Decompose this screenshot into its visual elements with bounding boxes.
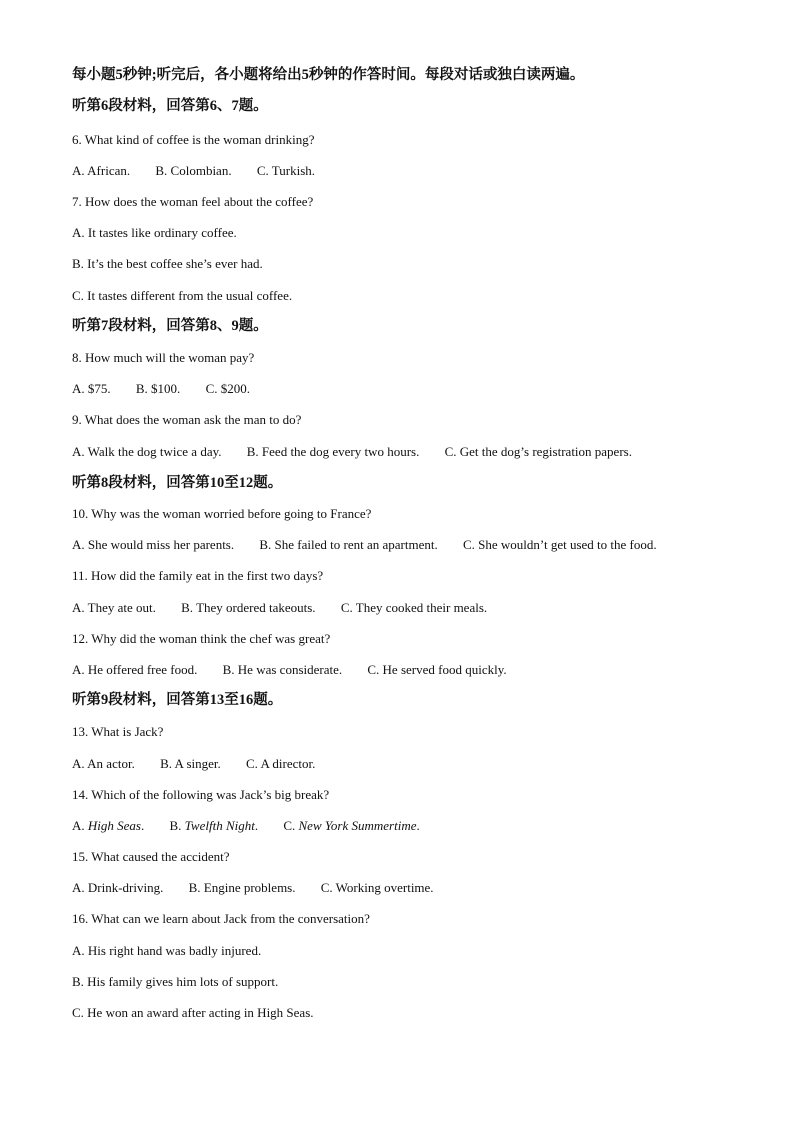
question-16: 16. What can we learn about Jack from the conversation? (72, 911, 370, 926)
section-heading-9: 听第9段材料，回答第13至16题。 (72, 692, 283, 708)
option-14c: C. New York Summertime. (283, 818, 420, 833)
options-13 (72, 756, 315, 772)
option-9b: B. Feed the dog every two hours. (246, 444, 420, 459)
option-16b: B. His family gives him lots of support. (72, 974, 279, 989)
question-9: 9. What does the woman ask the man to do? (72, 412, 302, 427)
option-16a: A. His right hand was badly injured. (72, 943, 262, 958)
option-6c: C. Turkish. (256, 163, 315, 178)
option-13c: C. A director. (246, 756, 316, 771)
options-15 (72, 880, 434, 896)
option-6a: A. African. (72, 163, 131, 178)
options-14 (72, 818, 420, 834)
option-6b: B. Colombian. (155, 163, 232, 178)
option-12b: B. He was considerate. (222, 662, 343, 677)
option-12a: A. He offered free food. (72, 662, 198, 677)
option-7b: B. It’s the best coffee she’s ever had. (72, 256, 263, 271)
option-11c: C. They cooked their meals. (340, 600, 488, 615)
option-7c: C. It tastes different from the usual coffee. (72, 288, 293, 303)
option-16c: C. He won an award after acting in High Seas. (72, 1005, 314, 1020)
option-9c: C. Get the dog’s registration papers. (444, 444, 632, 459)
option-11b: B. They ordered takeouts. (181, 600, 316, 615)
question-7: 7. How does the woman feel about the coffee? (72, 194, 314, 209)
question-8: 8. How much will the woman pay? (72, 350, 255, 365)
option-15a: A. Drink-driving. (72, 880, 164, 895)
section-heading-8: 听第8段材料，回答第10至12题。 (72, 475, 283, 491)
option-9a: A. Walk the dog twice a day. (72, 444, 222, 459)
option-10a: A. She would miss her parents. (72, 537, 235, 552)
question-6: 6. What kind of coffee is the woman drinking? (72, 132, 315, 147)
option-14a: A. High Seas. (72, 818, 145, 833)
options-6 (72, 163, 315, 179)
options-9 (72, 444, 632, 460)
option-8a: A. $75. (72, 381, 111, 396)
options-10 (72, 537, 657, 553)
question-13: 13. What is Jack? (72, 724, 164, 739)
section-heading-6: 听第6段材料，回答第6、7题。 (72, 98, 268, 114)
question-10: 10. Why was the woman worried before going to France? (72, 506, 372, 521)
option-10c: C. She wouldn’t get used to the food. (462, 537, 657, 552)
option-8c: C. $200. (205, 381, 250, 396)
section-heading-7: 听第7段材料，回答第8、9题。 (72, 318, 268, 334)
option-15c: C. Working overtime. (320, 880, 434, 895)
option-15b: B. Engine problems. (188, 880, 296, 895)
option-12c: C. He served food quickly. (367, 662, 507, 677)
option-13b: B. A singer. (160, 756, 221, 771)
option-7a: A. It tastes like ordinary coffee. (72, 225, 237, 240)
options-11 (72, 600, 487, 616)
option-13a: A. An actor. (72, 756, 135, 771)
option-11a: A. They ate out. (72, 600, 156, 615)
question-14: 14. Which of the following was Jack’s big break? (72, 787, 330, 802)
instruction-text: 每小题5秒钟;听完后，各小题将给出5秒钟的作答时间。每段对话或独白读两遍。 (72, 67, 585, 83)
options-8 (72, 381, 250, 397)
question-12: 12. Why did the woman think the chef was great? (72, 631, 331, 646)
question-11: 11. How did the family eat in the first two days? (72, 568, 324, 583)
options-12 (72, 662, 507, 678)
option-14b: B. Twelfth Night. (169, 818, 259, 833)
option-8b: B. $100. (135, 381, 181, 396)
question-15: 15. What caused the accident? (72, 849, 230, 864)
option-10b: B. She failed to rent an apartment. (259, 537, 438, 552)
